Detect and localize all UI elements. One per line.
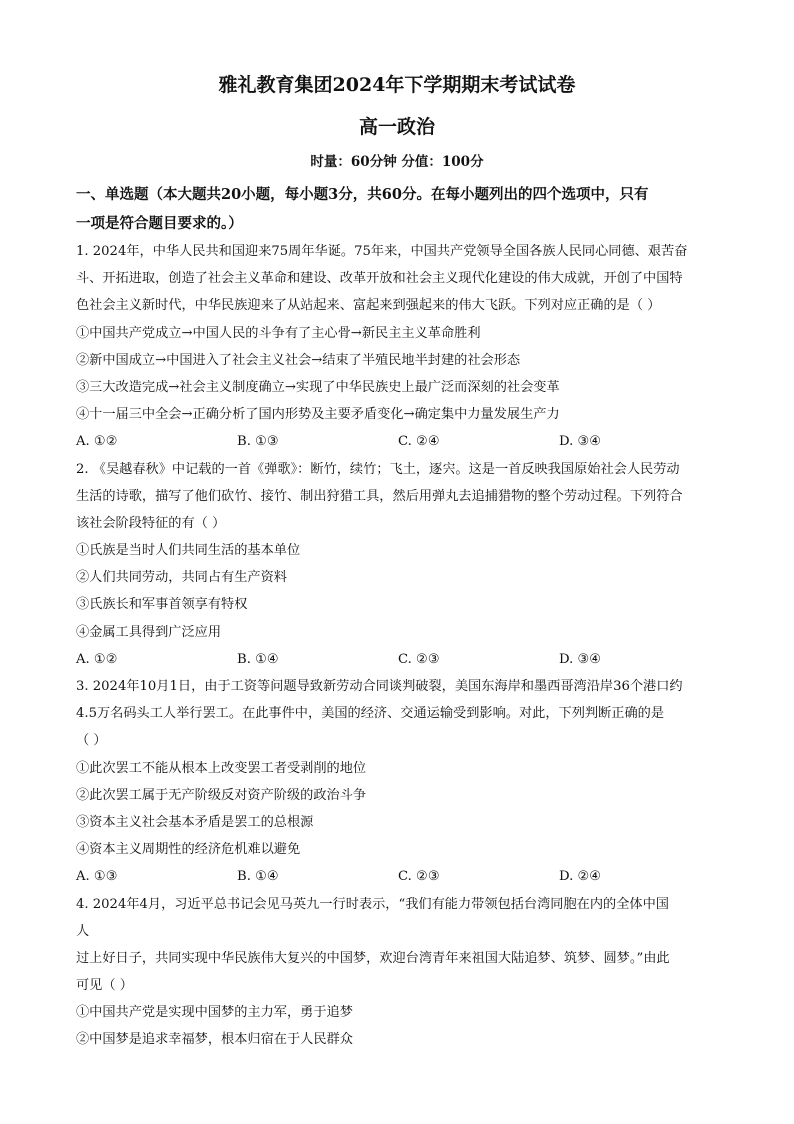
answer-options bbox=[76, 863, 726, 890]
section-heading-line: 一项是符合题目要求的。） bbox=[76, 215, 243, 232]
option-b[interactable]: B. ①③ bbox=[237, 434, 279, 450]
section-heading-line: 一、单选题（本大题共20小题，每小题3分，共60分。在每小题列出的四个选项中，只有 bbox=[76, 186, 649, 203]
option-d[interactable]: D. ③④ bbox=[559, 651, 602, 667]
question-item: ②此次罢工属于无产阶级反对资产阶级的政治斗争 bbox=[76, 787, 367, 803]
question-stem-line: 可见（ ） bbox=[76, 978, 133, 994]
question-4 bbox=[76, 891, 726, 1054]
option-c[interactable]: C. ②④ bbox=[398, 434, 440, 450]
question-item: ①此次罢工不能从根本上改变罢工者受剥削的地位 bbox=[76, 760, 367, 776]
question-stem-line: 生活的诗歌，描写了他们砍竹、接竹、制出狩猎工具，然后用弹丸去追捕猎物的整个劳动过程。下列符合 bbox=[76, 488, 683, 504]
question-stem-line: 该社会阶段特征的有（ ） bbox=[76, 515, 226, 531]
question-item: ①中国共产党是实现中国梦的主力军，勇于追梦 bbox=[76, 1005, 353, 1021]
question-item: ③资本主义社会基本矛盾是罢工的总根源 bbox=[76, 814, 314, 830]
question-item: ④十一届三中全会→正确分析了国内形势及主要矛盾变化→确定集中力量发展生产力 bbox=[76, 407, 560, 423]
question-item: ③氏族长和军事首领享有特权 bbox=[76, 597, 248, 613]
option-a[interactable]: A. ①③ bbox=[76, 869, 118, 885]
question-stem-line: 4.5万名码头工人举行罢工。在此事件中，美国的经济、交通运输受到影响。对此，下列判断正确的是 bbox=[76, 706, 665, 722]
option-a[interactable]: A. ①② bbox=[76, 434, 118, 450]
exam-meta: 时量：60分钟 分值：100分 bbox=[310, 154, 484, 170]
question-stem-line: （ ） bbox=[76, 733, 107, 749]
question-item: ①中国共产党成立→中国人民的斗争有了主心骨→新民主主义革命胜利 bbox=[76, 325, 481, 341]
question-stem-line: 斗、开拓进取，创造了社会主义革命和建设、改革开放和社会主义现代化建设的伟大成就，开创了中国特 bbox=[76, 271, 683, 287]
question-stem-line: 4. 2024年4月，习近平总书记会见马英九一行时表示，“我们有能力带领包括台湾同胞在内的全体中国 bbox=[76, 896, 669, 912]
question-3 bbox=[76, 673, 726, 891]
questions-list bbox=[76, 238, 726, 1054]
question-item: ④资本主义周期性的经济危机难以避免 bbox=[76, 842, 301, 858]
option-b[interactable]: B. ①④ bbox=[237, 869, 279, 885]
question-stem-line: 色社会主义新时代，中华民族迎来了从站起来、富起来到强起来的伟大飞跃。下列对应正确的是（ ） bbox=[76, 298, 661, 314]
question-2 bbox=[76, 456, 726, 674]
answer-options bbox=[76, 428, 726, 455]
option-b[interactable]: B. ①④ bbox=[237, 651, 279, 667]
answer-options bbox=[76, 646, 726, 673]
question-stem-line: 3. 2024年10月1日，由于工资等问题导致新劳动合同谈判破裂，美国东海岸和墨西哥湾沿岸36个港口约 bbox=[76, 679, 683, 694]
question-item: ②新中国成立→中国进入了社会主义社会→结束了半殖民地半封建的社会形态 bbox=[76, 352, 521, 368]
exam-title: 雅礼教育集团2024年下学期期末考试试卷 bbox=[218, 74, 576, 96]
option-c[interactable]: C. ②③ bbox=[398, 869, 440, 885]
question-1 bbox=[76, 238, 726, 456]
option-d[interactable]: D. ③④ bbox=[559, 434, 602, 450]
option-d[interactable]: D. ②④ bbox=[559, 869, 602, 885]
option-a[interactable]: A. ①② bbox=[76, 651, 118, 667]
section-heading bbox=[76, 180, 726, 238]
question-stem-line: 1. 2024年，中华人民共和国迎来75周年华诞。75年来，中国共产党领导全国各族人民同心同德、艰苦奋 bbox=[76, 244, 688, 259]
question-item: ①氏族是当时人们共同生活的基本单位 bbox=[76, 543, 301, 559]
question-item: ④金属工具得到广泛应用 bbox=[76, 624, 222, 640]
question-item: ②人们共同劳动，共同占有生产资料 bbox=[76, 570, 287, 586]
question-stem-line: 2. 《吴越春秋》中记载的一首《弹歌》：断竹，续竹；飞土，逐宍。这是一首反映我国原始社会人民劳动 bbox=[76, 461, 680, 477]
question-item: ③三大改造完成→社会主义制度确立→实现了中华民族史上最广泛而深刻的社会变革 bbox=[76, 379, 560, 395]
option-c[interactable]: C. ②③ bbox=[398, 651, 440, 667]
exam-subject: 高一政治 bbox=[358, 116, 435, 138]
question-stem-line: 人 bbox=[76, 923, 90, 939]
question-item: ②中国梦是追求幸福梦，根本归宿在于人民群众 bbox=[76, 1032, 353, 1048]
question-stem-line: 过上好日子，共同实现中华民族伟大复兴的中国梦，欢迎台湾青年来祖国大陆追梦、筑梦、圆梦。”由此 bbox=[76, 950, 670, 966]
